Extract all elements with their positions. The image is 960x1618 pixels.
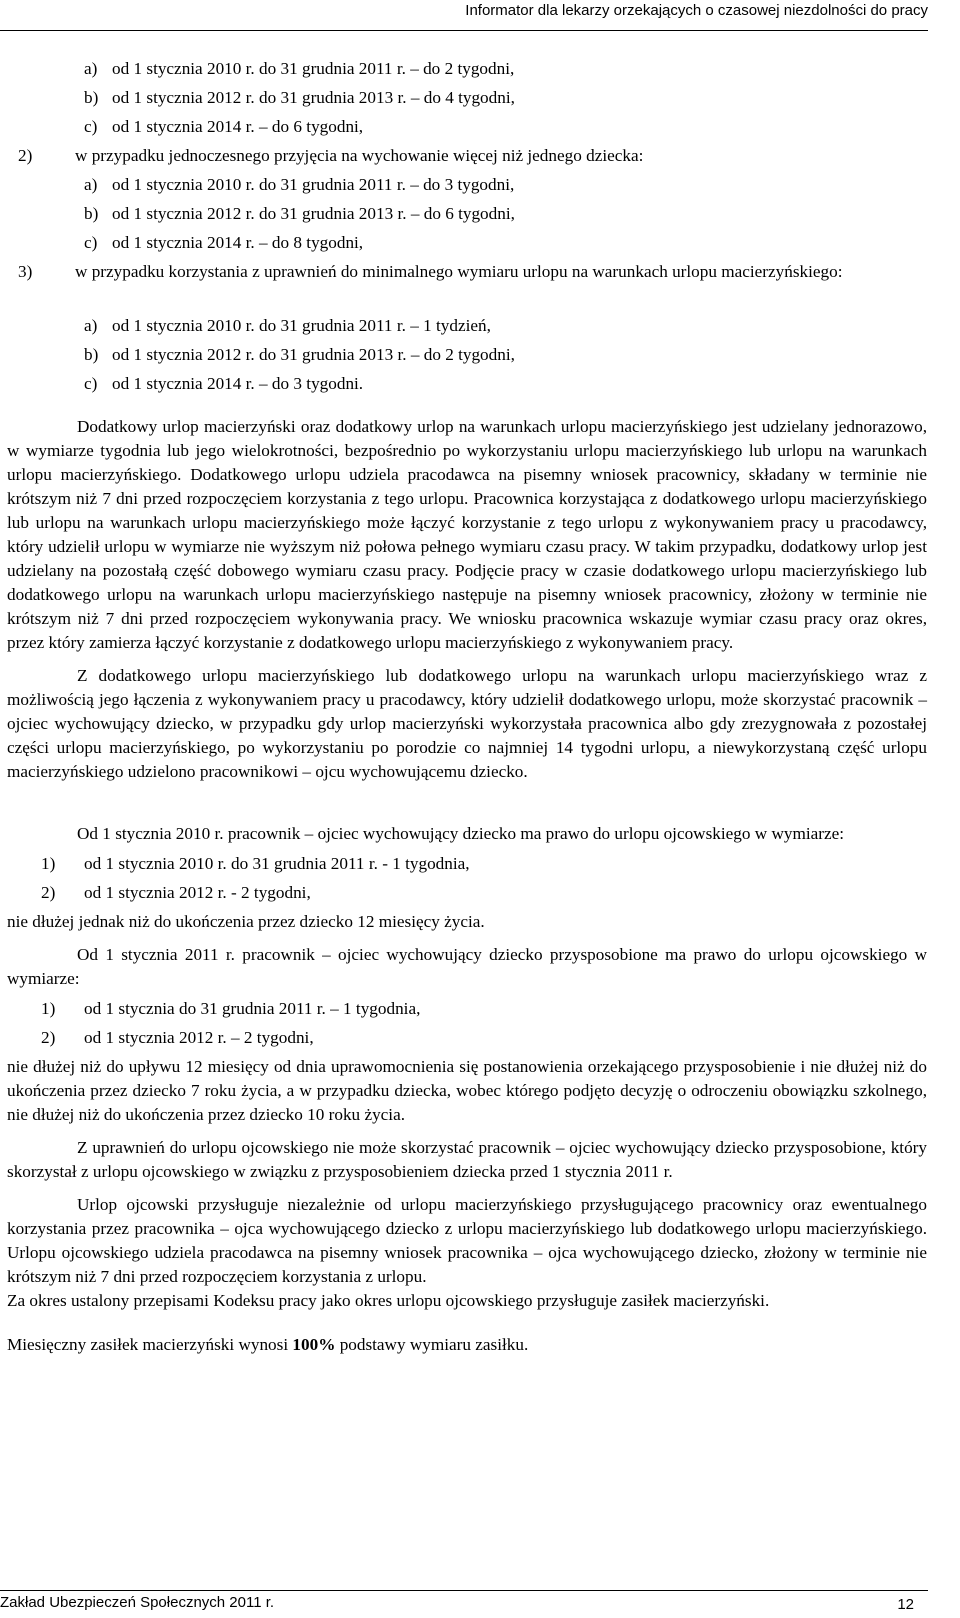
list-text: w przypadku korzystania z uprawnień do minimalnego wymiaru urlopu na warunkach urlopu macierzyńskiego: [75,262,843,281]
paragraph: Za okres ustalony przepisami Kodeksu pracy jako okres urlopu ojcowskiego przysługuje zasiłek macierzyński. [7,1291,770,1310]
list-marker: 2) [41,1028,56,1047]
list-item [7,372,927,401]
list-marker: c) [84,117,98,136]
list-item [7,57,927,86]
list-text: od 1 stycznia 2012 r. – 2 tygodni, [84,1028,314,1047]
paragraph: Z uprawnień do urlopu ojcowskiego nie może skorzystać pracownik – ojciec wychowujący dziecko przysposobione, który skorzystał z urlopu ojcowskiego w związku z przysposobieniem dziecka przed 1 stycznia 2011 r. [7,1138,927,1181]
list-text: w przypadku jednoczesnego przyjęcia na wychowanie więcej niż jednego dziecka: [75,146,644,165]
footer-publisher: Zakład Ubezpieczeń Społecznych 2011 r. [0,1594,275,1611]
list-marker: 2) [41,883,56,902]
list-marker: a) [84,316,98,335]
list-marker: c) [84,233,98,252]
list-item [7,260,927,314]
list-item [7,144,927,173]
list-text: od 1 stycznia do 31 grudnia 2011 r. – 1 tygodnia, [84,999,421,1018]
list-marker: b) [84,88,99,107]
list-text: od 1 stycznia 2010 r. do 31 grudnia 2011 r. – do 3 tygodni, [112,175,515,194]
list-text: od 1 stycznia 2012 r. - 2 tygodni, [84,883,311,902]
header-title: Informator dla lekarzy orzekających o czasowej niezdolności do pracy [465,2,928,19]
list-item [7,173,927,202]
list-item [7,314,927,343]
paragraph: Od 1 stycznia 2011 r. pracownik – ojciec wychowujący dziecko przysposobione ma prawo do urlopu ojcowskiego w wymiarze: [7,945,927,988]
paragraph: nie dłużej jednak niż do ukończenia przez dziecko 12 miesięcy życia. [7,912,485,931]
page-footer [0,1590,928,1618]
list-text: od 1 stycznia 2012 r. do 31 grudnia 2013 r. – do 2 tygodni, [112,345,515,364]
list-item [7,343,927,372]
paragraph: Z dodatkowego urlopu macierzyńskiego lub dodatkowego urlopu na warunkach urlopu macierzyńskiego wraz z możliwością jego łączenia z wykonywaniem pracy u pracodawcy, który udzielił dodatkowego urlopu, może skorzystać pracownik – ojciec wychowujący dziecko, w przypadku gdy urlop macierzyński wykorzystała pracownica albo gdy zrezygnowała z pozostałej części urlopu macierzyńskiego, po wykorzystaniu po porodzie co najmniej 14 tygodni urlopu, a niewykorzystaną część urlopu macierzyńskiego udzielono pracownikowi – ojcu wychowującemu dziecko. [7,666,927,781]
paragraph [7,1333,927,1357]
paragraph: Dodatkowy urlop macierzyński oraz dodatkowy urlop na warunkach urlopu macierzyńskiego jest udzielany jednorazowo, w wymiarze tygodnia lub jego wielokrotności, bezpośrednio po wykorzystaniu urlopu macierzyńskiego lub urlopu na warunkach urlopu macierzyńskiego. Dodatkowego urlopu udziela pracodawca na pisemny wniosek pracownicy, składany w terminie nie krótszym niż 7 dni przed rozpoczęciem korzystania z tego urlopu. Pracownica korzystająca z dodatkowego urlopu macierzyńskiego lub urlopu na warunkach urlopu macierzyńskiego może łączyć korzystanie z tego urlopu z wykonywaniem pracy u pracodawcy, który udzielił urlopu w wymiarze nie wyższym niż połowa pełnego wymiaru czasu pracy. W takim przypadku, dodatkowy urlop jest udzielany na pozostałą część dobowego wymiaru czasu pracy. Podjęcie pracy w czasie dodatkowego urlopu macierzyńskiego lub dodatkowego urlopu na warunkach urlopu macierzyńskiego następuje na pisemny wniosek pracownicy, złożony w terminie nie krótszym niż 7 dni przed rozpoczęciem wykonywania pracy. We wniosku pracownica wskazuje wymiar czasu pracy oraz okres, przez który zamierza łączyć korzystanie z dodatkowego urlopu macierzyńskiego z wykonywaniem pracy. [7,417,927,652]
document-body [7,57,927,1357]
list-item [7,881,927,910]
page-header [0,0,928,31]
list-item [7,231,927,260]
list-item [7,852,927,881]
list-item [7,202,927,231]
list-item [7,997,927,1026]
list-marker: a) [84,175,98,194]
text-run: podstawy wymiaru zasiłku. [335,1335,529,1354]
list-marker: b) [84,204,99,223]
list-text: od 1 stycznia 2012 r. do 31 grudnia 2013 r. – do 6 tygodni, [112,204,515,223]
list-marker: 2) [18,146,33,165]
list-marker: b) [84,345,99,364]
paragraph: Urlop ojcowski przysługuje niezależnie od urlopu macierzyńskiego przysługującego pracownicy oraz ewentualnego korzystania przez pracownika – ojca wychowującego dziecko z urlopu macierzyńskiego lub dodatkowego urlopu macierzyńskiego. Urlopu ojcowskiego udziela pracodawca na pisemny wniosek pracownika – ojca wychowującego dziecko, złożony w terminie nie krótszym niż 7 dni przed rozpoczęciem korzystania z urlopu. [7,1195,927,1286]
paragraph: nie dłużej niż do upływu 12 miesięcy od dnia uprawomocnienia się postanowienia orzekającego przysposobienie i nie dłużej niż do ukończenia przez dziecko 7 roku życia, a w przypadku dziecka, wobec którego podjęto decyzję o odroczeniu obowiązku szkolnego, nie dłużej niż do ukończenia przez dziecko 10 roku życia. [7,1057,927,1124]
list-text: od 1 stycznia 2014 r. – do 6 tygodni, [112,117,364,136]
text-run: Miesięczny zasiłek macierzyński wynosi [7,1335,293,1354]
list-text: od 1 stycznia 2010 r. do 31 grudnia 2011 r. - 1 tygodnia, [84,854,470,873]
list-marker: 3) [18,262,33,281]
paragraph: Od 1 stycznia 2010 r. pracownik – ojciec wychowujący dziecko ma prawo do urlopu ojcowskiego w wymiarze: [77,824,845,843]
list-item [7,115,927,144]
list-text: od 1 stycznia 2012 r. do 31 grudnia 2013 r. – do 4 tygodni, [112,88,515,107]
bold-percent: 100% [292,1335,336,1354]
list-marker: c) [84,374,98,393]
list-marker: a) [84,59,98,78]
list-marker: 1) [41,854,56,873]
list-marker: 1) [41,999,56,1018]
list-item [7,86,927,115]
list-text: od 1 stycznia 2014 r. – do 8 tygodni, [112,233,364,252]
list-text: od 1 stycznia 2014 r. – do 3 tygodni. [112,374,364,393]
page-number: 12 [897,1596,914,1613]
list-text: od 1 stycznia 2010 r. do 31 grudnia 2011 r. – 1 tydzień, [112,316,491,335]
list-text: od 1 stycznia 2010 r. do 31 grudnia 2011 r. – do 2 tygodni, [112,59,515,78]
list-item [7,1026,927,1055]
